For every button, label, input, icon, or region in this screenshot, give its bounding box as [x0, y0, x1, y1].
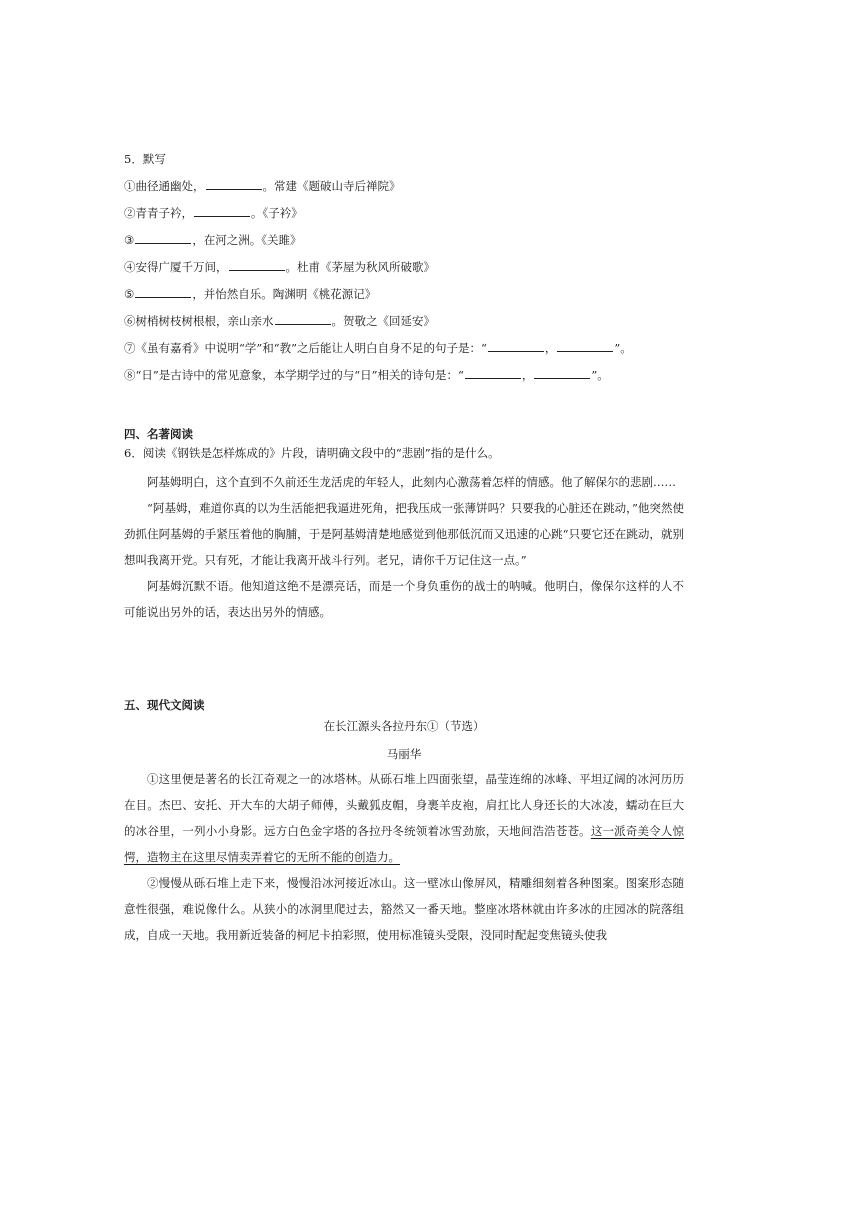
q6-question: 6．阅读《钢铁是怎样炼成的》片段，请明确文段中的“悲剧”指的是什么。	[124, 446, 500, 460]
line-text: 。《子衿》	[251, 206, 303, 220]
article-paragraph-1	[124, 766, 684, 870]
article-paragraph-2: ②慢慢从砾石堆上走下来，慢慢沿冰河接近冰山。这一壁冰山像屏风，精雕细刻着各种图案。图案形态随意性很强，难说像什么。从狭小的冰洞里爬过去，豁然又一番天地。整座冰塔林就由许多冰的庄园冰的院落组成，自成一天地。我用新近装备的柯尼卡拍彩照，使用标准镜头受限，没同时配起变焦镜头使我	[124, 876, 684, 942]
line-text: ⑧“日”是古诗中的常见意象，本学期学过的与“日”相关的诗句是：“	[124, 368, 464, 382]
underlined-sentence: 这一派奇美令人惊愕，造物主在这里尽情卖弄着它的无所不能的创造力。	[124, 824, 685, 864]
fill-blank[interactable]	[465, 367, 521, 379]
article-author: 马丽华	[386, 747, 422, 761]
q5-line-8	[124, 367, 744, 383]
line-text: ”。	[614, 341, 632, 355]
line-text: ，并怡然自乐。陶渊明《桃花源记》	[192, 287, 377, 301]
line-text: ，	[544, 341, 557, 355]
q5-line-3	[124, 232, 744, 248]
line-text: ②青青子衿，	[124, 206, 193, 220]
q5-line-5	[124, 286, 744, 302]
q5-line-4	[124, 259, 744, 275]
novel-excerpt	[124, 469, 684, 625]
line-text: 。杜甫《茅屋为秋风所破歌》	[285, 260, 435, 274]
line-text: ③	[124, 233, 135, 247]
line-text: ⑥树梢树枝树根根，亲山亲水	[124, 314, 274, 328]
fill-blank[interactable]	[194, 205, 250, 217]
fill-blank[interactable]	[534, 367, 590, 379]
section-5-heading: 五、现代文阅读	[124, 698, 205, 712]
excerpt-paragraph: “阿基姆，难道你真的以为生活能把我逼进死角，把我压成一张薄饼吗？只要我的心脏还在跳动，”他突然使劲抓住阿基姆的手紧压着他的胸脯，于是阿基姆清楚地感觉到他那低沉而又迅速的心跳“只要它还在跳动，就别想叫我离开党。只有死，才能让我离开战斗行列。老兄，请你千万记住这一点。”	[124, 501, 684, 567]
fill-blank[interactable]	[557, 340, 613, 352]
fill-blank[interactable]	[135, 232, 191, 244]
fill-blank[interactable]	[135, 286, 191, 298]
excerpt-paragraph: 阿基姆沉默不语。他知道这绝不是漂亮话，而是一个身负重伤的战士的呐喊。他明白，像保尔这样的人不可能说出另外的话，表达出另外的情感。	[124, 579, 684, 619]
line-text: ⑤	[124, 287, 135, 301]
q5-title: 5．默写	[124, 152, 166, 166]
q5-line-6	[124, 313, 744, 329]
article-body	[124, 766, 684, 948]
line-text: 。常建《题破山寺后禅院》	[262, 179, 401, 193]
fill-blank[interactable]	[275, 313, 331, 325]
paragraph-text: ①这里便是著名的长江奇观之一的冰塔林。从砾石堆上四面张望，晶莹连绵的冰峰、平坦辽阔的冰河历历在目。杰巴、安托、开大车的大胡子师傅，头戴狐皮帽，身裹羊皮袍，肩扛比人身还长的大冰凌，蠕动在巨大的冰谷里，一列小小身影。远方白色金字塔的各拉丹冬统领着冰雪劲旅，天地间浩浩苍苍。	[124, 772, 684, 838]
line-text: 。贺敬之《回延安》	[331, 314, 435, 328]
line-text: ，在河之洲。《关雎》	[192, 233, 302, 247]
line-text: ⑦《虽有嘉肴》中说明“学”和“教”之后能让人明白自身不足的句子是：“	[124, 341, 487, 355]
line-text: ①曲径通幽处，	[124, 179, 205, 193]
fill-blank[interactable]	[488, 340, 544, 352]
line-text: ，	[521, 368, 534, 382]
q5-line-2	[124, 205, 744, 221]
article-title: 在长江源头各拉丹东①（节选）	[323, 719, 485, 733]
section-4-heading: 四、名著阅读	[124, 427, 193, 441]
q5-line-1	[124, 178, 744, 194]
fill-blank[interactable]	[206, 178, 262, 190]
q5-line-7	[124, 340, 744, 356]
fill-blank[interactable]	[229, 259, 285, 271]
excerpt-paragraph: 阿基姆明白，这个直到不久前还生龙活虎的年轻人，此刻内心激荡着怎样的情感。他了解保尔的悲剧……	[147, 475, 676, 489]
line-text: ④安得广厦千万间，	[124, 260, 228, 274]
line-text: ”。	[591, 368, 609, 382]
